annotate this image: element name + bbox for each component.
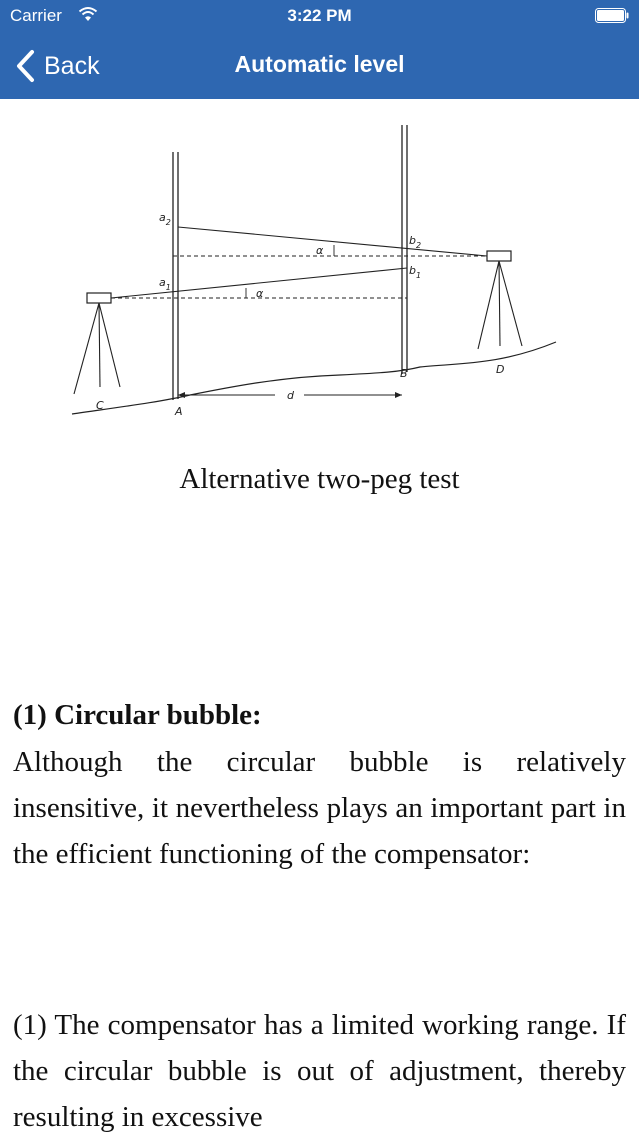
label-alpha-lower: α — [256, 287, 264, 300]
section-heading: (1) Circular bubble: — [13, 699, 262, 731]
label-a1: $a_1$ — [159, 276, 171, 292]
status-time: 3:22 PM — [287, 6, 352, 25]
two-peg-test-diagram — [60, 117, 570, 427]
figure-caption: Alternative two-peg test — [179, 463, 460, 495]
label-d-distance: d — [287, 389, 294, 402]
tripod-c — [74, 303, 99, 394]
ground-line — [72, 342, 556, 414]
status-bar — [0, 0, 639, 32]
label-b: B — [400, 367, 408, 380]
back-label: Back — [44, 51, 100, 80]
top-bar — [0, 0, 639, 99]
page-title: Automatic level — [234, 51, 405, 77]
label-alpha-upper: α — [316, 244, 324, 257]
level-instrument-c — [87, 293, 111, 303]
label-c: C — [96, 399, 104, 412]
label-a: A — [175, 405, 183, 418]
battery-icon — [595, 8, 629, 23]
level-instrument-d — [487, 251, 511, 261]
label-d-station: D — [496, 363, 505, 376]
label-a2: $a_2$ — [159, 211, 171, 227]
label-b1: $b_1$ — [409, 264, 422, 280]
paragraph-1: Although the circular bubble is relatively insensitive, it nevertheless plays an important part in the efficient functioning of the compensator: — [13, 746, 626, 870]
label-b2: $b_2$ — [409, 234, 422, 250]
paragraph-2: (1) The compensator has a limited working range. If the circular bubble is out of adjustment, thereby resulting in excessive — [13, 1009, 626, 1133]
carrier-label: Carrier — [10, 6, 62, 25]
tripod-d — [478, 261, 499, 349]
sight-line-d-inclined — [178, 227, 487, 256]
navigation-bar — [0, 32, 639, 99]
